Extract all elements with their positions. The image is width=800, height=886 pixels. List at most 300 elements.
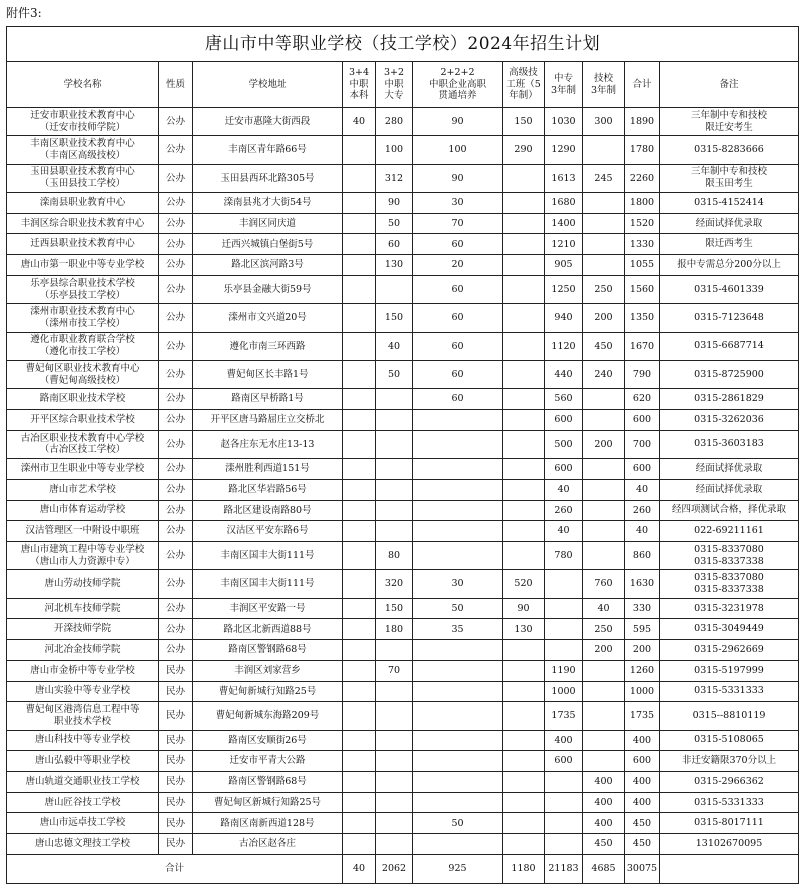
cell-3plus2 — [376, 479, 413, 500]
cell-jixiao: 200 — [583, 640, 625, 661]
cell-senior — [503, 541, 545, 569]
cell-senior — [503, 410, 545, 431]
cell-3plus2 — [376, 640, 413, 661]
cell-3plus4 — [343, 834, 376, 855]
cell-2plus2plus2: 60 — [413, 360, 503, 388]
cell-school-name: 唐山实验中等专业学校 — [7, 681, 159, 702]
cell-note: 0315-2966362 — [660, 772, 799, 793]
cell-senior — [503, 164, 545, 192]
cell-school-name: 唐山市第一职业中等专业学校 — [7, 255, 159, 276]
cell-address: 路北区滨河路3号 — [193, 255, 343, 276]
cell-note: 022-69211161 — [660, 521, 799, 542]
cell-note: 三年制中专和技校 限玉田考生 — [660, 164, 799, 192]
cell-senior — [503, 792, 545, 813]
totals-3plus2: 2062 — [376, 855, 413, 884]
table-row — [7, 430, 799, 458]
cell-3plus4 — [343, 813, 376, 834]
cell-school-name: 唐山劳动技师学院 — [7, 570, 159, 598]
table-row — [7, 360, 799, 388]
cell-zhongzhuan: 560 — [545, 389, 583, 410]
cell-school-name: 唐山市体育运动学校 — [7, 500, 159, 521]
cell-nature: 公办 — [159, 459, 193, 480]
cell-address: 赵各庄东无水庄13-13 — [193, 430, 343, 458]
cell-school-name: 迁西县职业技术教育中心 — [7, 234, 159, 255]
cell-3plus2 — [376, 772, 413, 793]
cell-senior — [503, 430, 545, 458]
cell-senior — [503, 751, 545, 772]
cell-2plus2plus2 — [413, 772, 503, 793]
cell-school-name: 唐山市建筑工程中等专业学校 （唐山市人力资源中专） — [7, 541, 159, 569]
cell-3plus4 — [343, 730, 376, 751]
cell-jixiao — [583, 541, 625, 569]
cell-2plus2plus2: 60 — [413, 304, 503, 332]
cell-school-name: 丰南区职业技术教育中心 （丰南区高级技校） — [7, 136, 159, 164]
cell-3plus4: 40 — [343, 108, 376, 136]
cell-school-name: 唐山市艺术学校 — [7, 479, 159, 500]
cell-note: 报中专需总分200分以上 — [660, 255, 799, 276]
cell-nature: 民办 — [159, 813, 193, 834]
cell-3plus4 — [343, 332, 376, 360]
cell-2plus2plus2 — [413, 541, 503, 569]
cell-nature: 公办 — [159, 304, 193, 332]
table-row — [7, 521, 799, 542]
cell-address: 曹妃甸新城东海路209号 — [193, 702, 343, 730]
cell-address: 丰润区平安路一号 — [193, 598, 343, 619]
header-note: 备注 — [660, 62, 799, 108]
cell-zhongzhuan: 1030 — [545, 108, 583, 136]
cell-note: 0315-5331333 — [660, 681, 799, 702]
cell-3plus2 — [376, 430, 413, 458]
header-zhongzhuan: 中专 3年制 — [545, 62, 583, 108]
cell-3plus4 — [343, 255, 376, 276]
cell-senior — [503, 360, 545, 388]
cell-senior — [503, 255, 545, 276]
cell-total: 1055 — [625, 255, 660, 276]
cell-3plus2 — [376, 702, 413, 730]
cell-nature: 公办 — [159, 479, 193, 500]
cell-3plus4 — [343, 598, 376, 619]
cell-nature: 民办 — [159, 751, 193, 772]
cell-senior: 520 — [503, 570, 545, 598]
cell-school-name: 乐亭县综合职业技术学校 （乐亭县技工学校） — [7, 275, 159, 303]
cell-total: 1800 — [625, 193, 660, 214]
cell-note: 限迁西考生 — [660, 234, 799, 255]
cell-jixiao — [583, 681, 625, 702]
cell-senior — [503, 500, 545, 521]
cell-note: 0315-5331333 — [660, 792, 799, 813]
cell-3plus2: 50 — [376, 360, 413, 388]
table-row — [7, 751, 799, 772]
cell-jixiao: 400 — [583, 772, 625, 793]
cell-nature: 公办 — [159, 234, 193, 255]
cell-note: 三年制中专和技校 限迁安考生 — [660, 108, 799, 136]
cell-3plus2 — [376, 681, 413, 702]
cell-3plus4 — [343, 772, 376, 793]
cell-3plus2 — [376, 834, 413, 855]
cell-3plus4 — [343, 193, 376, 214]
cell-jixiao: 400 — [583, 792, 625, 813]
cell-address: 曹妃甸区长丰路1号 — [193, 360, 343, 388]
cell-school-name: 滦州市卫生职业中等专业学校 — [7, 459, 159, 480]
cell-nature: 公办 — [159, 136, 193, 164]
cell-3plus2: 60 — [376, 234, 413, 255]
cell-nature: 公办 — [159, 164, 193, 192]
cell-total: 1670 — [625, 332, 660, 360]
cell-nature: 公办 — [159, 360, 193, 388]
table-row — [7, 108, 799, 136]
cell-total: 450 — [625, 813, 660, 834]
cell-school-name: 唐山市远卓技工学校 — [7, 813, 159, 834]
cell-2plus2plus2 — [413, 430, 503, 458]
cell-school-name: 唐山科技中等专业学校 — [7, 730, 159, 751]
cell-senior — [503, 275, 545, 303]
cell-school-name: 遵化市职业教育联合学校 （遵化市技工学校） — [7, 332, 159, 360]
cell-jixiao — [583, 234, 625, 255]
cell-address: 路南区南新西道128号 — [193, 813, 343, 834]
cell-note: 0315-6687714 — [660, 332, 799, 360]
cell-address: 开平区唐马路屈庄立交桥北 — [193, 410, 343, 431]
cell-3plus2: 40 — [376, 332, 413, 360]
cell-3plus4 — [343, 430, 376, 458]
cell-total: 1000 — [625, 681, 660, 702]
cell-senior: 90 — [503, 598, 545, 619]
cell-zhongzhuan: 1400 — [545, 213, 583, 234]
cell-jixiao: 450 — [583, 834, 625, 855]
cell-zhongzhuan: 600 — [545, 410, 583, 431]
cell-nature: 民办 — [159, 681, 193, 702]
table-row — [7, 541, 799, 569]
cell-senior — [503, 660, 545, 681]
cell-note: 0315-3603183 — [660, 430, 799, 458]
cell-school-name: 唐山忠德文理技工学校 — [7, 834, 159, 855]
cell-nature: 公办 — [159, 193, 193, 214]
cell-nature: 公办 — [159, 255, 193, 276]
cell-jixiao: 200 — [583, 304, 625, 332]
cell-zhongzhuan: 1210 — [545, 234, 583, 255]
cell-3plus4 — [343, 792, 376, 813]
cell-senior — [503, 479, 545, 500]
cell-address: 曹妃甸新城行知路25号 — [193, 681, 343, 702]
cell-3plus2: 320 — [376, 570, 413, 598]
cell-zhongzhuan — [545, 640, 583, 661]
cell-note: 0315-8725900 — [660, 360, 799, 388]
cell-note: 0315-2861829 — [660, 389, 799, 410]
cell-total: 400 — [625, 772, 660, 793]
cell-3plus2: 280 — [376, 108, 413, 136]
header-row — [7, 62, 799, 108]
cell-note: 0315-8337080 0315-8337338 — [660, 541, 799, 569]
cell-nature: 公办 — [159, 619, 193, 640]
totals-2plus2plus2: 925 — [413, 855, 503, 884]
table-row — [7, 834, 799, 855]
cell-3plus4 — [343, 521, 376, 542]
cell-school-name: 路南区职业技术学校 — [7, 389, 159, 410]
cell-address: 迁安市惠隆大街西段 — [193, 108, 343, 136]
cell-3plus4 — [343, 500, 376, 521]
cell-2plus2plus2: 50 — [413, 598, 503, 619]
cell-address: 丰润区刘家营乡 — [193, 660, 343, 681]
cell-3plus2 — [376, 730, 413, 751]
cell-senior — [503, 681, 545, 702]
cell-address: 丰南区国丰大街111号 — [193, 570, 343, 598]
cell-senior — [503, 834, 545, 855]
cell-total: 400 — [625, 730, 660, 751]
cell-senior — [503, 702, 545, 730]
cell-3plus2 — [376, 389, 413, 410]
totals-row — [7, 855, 799, 884]
cell-2plus2plus2 — [413, 834, 503, 855]
cell-school-name: 曹妃甸区港湾信息工程中等 职业技术学校 — [7, 702, 159, 730]
cell-3plus4 — [343, 660, 376, 681]
header-school: 学校名称 — [7, 62, 159, 108]
cell-note: 0315-5108065 — [660, 730, 799, 751]
cell-2plus2plus2 — [413, 479, 503, 500]
cell-3plus2 — [376, 275, 413, 303]
cell-2plus2plus2 — [413, 660, 503, 681]
cell-school-name: 河北冶金技师学院 — [7, 640, 159, 661]
cell-total: 1520 — [625, 213, 660, 234]
cell-2plus2plus2: 70 — [413, 213, 503, 234]
cell-3plus2: 70 — [376, 660, 413, 681]
cell-3plus4 — [343, 681, 376, 702]
cell-jixiao: 40 — [583, 598, 625, 619]
cell-zhongzhuan — [545, 813, 583, 834]
table-row — [7, 730, 799, 751]
cell-senior — [503, 521, 545, 542]
cell-jixiao — [583, 193, 625, 214]
table-row — [7, 702, 799, 730]
cell-address: 路北区华岩路56号 — [193, 479, 343, 500]
cell-total: 1560 — [625, 275, 660, 303]
cell-jixiao — [583, 389, 625, 410]
cell-note: 0315-8337080 0315-8337338 — [660, 570, 799, 598]
cell-nature: 公办 — [159, 108, 193, 136]
cell-3plus4 — [343, 570, 376, 598]
cell-school-name: 滦州市职业技术教育中心 （滦州市技工学校） — [7, 304, 159, 332]
cell-total: 450 — [625, 834, 660, 855]
cell-3plus4 — [343, 541, 376, 569]
cell-zhongzhuan: 780 — [545, 541, 583, 569]
cell-zhongzhuan: 600 — [545, 459, 583, 480]
cell-jixiao — [583, 479, 625, 500]
totals-senior: 1180 — [503, 855, 545, 884]
header-nature: 性质 — [159, 62, 193, 108]
table-row — [7, 164, 799, 192]
cell-senior — [503, 332, 545, 360]
cell-2plus2plus2 — [413, 681, 503, 702]
cell-senior — [503, 730, 545, 751]
cell-jixiao: 250 — [583, 619, 625, 640]
cell-school-name: 开平区综合职业技术学校 — [7, 410, 159, 431]
cell-senior — [503, 459, 545, 480]
totals-3plus4: 40 — [343, 855, 376, 884]
cell-address: 路北区北新西道88号 — [193, 619, 343, 640]
table-row — [7, 640, 799, 661]
cell-school-name: 曹妃甸区职业技术教育中心 （曹妃甸高级技校） — [7, 360, 159, 388]
cell-jixiao: 250 — [583, 275, 625, 303]
cell-nature: 公办 — [159, 275, 193, 303]
cell-zhongzhuan — [545, 792, 583, 813]
cell-address: 乐亭县金融大街59号 — [193, 275, 343, 303]
header-2plus2plus2: 2+2+2 中职企业高职 贯通培养 — [413, 62, 503, 108]
cell-note: 0315-8017111 — [660, 813, 799, 834]
cell-3plus4 — [343, 234, 376, 255]
cell-total: 700 — [625, 430, 660, 458]
cell-senior — [503, 389, 545, 410]
cell-note: 0315-3262036 — [660, 410, 799, 431]
cell-zhongzhuan: 1250 — [545, 275, 583, 303]
cell-zhongzhuan: 1613 — [545, 164, 583, 192]
cell-senior: 130 — [503, 619, 545, 640]
cell-3plus4 — [343, 479, 376, 500]
cell-nature: 公办 — [159, 640, 193, 661]
cell-senior — [503, 234, 545, 255]
cell-zhongzhuan: 905 — [545, 255, 583, 276]
cell-address: 路南区警钢路68号 — [193, 772, 343, 793]
cell-address: 路南区警钢路68号 — [193, 640, 343, 661]
cell-note: 经四项测试合格，择优录取 — [660, 500, 799, 521]
cell-zhongzhuan: 40 — [545, 521, 583, 542]
cell-note: 0315-4601339 — [660, 275, 799, 303]
cell-3plus4 — [343, 389, 376, 410]
cell-jixiao — [583, 521, 625, 542]
cell-3plus4 — [343, 213, 376, 234]
cell-zhongzhuan — [545, 598, 583, 619]
cell-jixiao — [583, 255, 625, 276]
cell-2plus2plus2 — [413, 792, 503, 813]
cell-3plus4 — [343, 619, 376, 640]
cell-senior — [503, 813, 545, 834]
cell-3plus4 — [343, 410, 376, 431]
cell-note: 0315-3231978 — [660, 598, 799, 619]
cell-3plus4 — [343, 459, 376, 480]
table-row — [7, 570, 799, 598]
cell-3plus2 — [376, 792, 413, 813]
cell-2plus2plus2: 100 — [413, 136, 503, 164]
cell-school-name: 开滦技师学院 — [7, 619, 159, 640]
cell-jixiao — [583, 459, 625, 480]
cell-total: 1890 — [625, 108, 660, 136]
cell-nature: 公办 — [159, 430, 193, 458]
cell-3plus2 — [376, 521, 413, 542]
cell-jixiao: 760 — [583, 570, 625, 598]
cell-jixiao: 240 — [583, 360, 625, 388]
cell-total: 1260 — [625, 660, 660, 681]
table-row — [7, 275, 799, 303]
totals-total: 30075 — [625, 855, 660, 884]
cell-jixiao — [583, 410, 625, 431]
cell-address: 滦州胜利西道151号 — [193, 459, 343, 480]
cell-note: 0315-2962669 — [660, 640, 799, 661]
cell-2plus2plus2 — [413, 500, 503, 521]
cell-senior: 290 — [503, 136, 545, 164]
cell-zhongzhuan: 400 — [545, 730, 583, 751]
cell-nature: 公办 — [159, 213, 193, 234]
cell-zhongzhuan: 260 — [545, 500, 583, 521]
cell-total: 1330 — [625, 234, 660, 255]
cell-jixiao — [583, 660, 625, 681]
cell-3plus4 — [343, 640, 376, 661]
cell-2plus2plus2: 30 — [413, 193, 503, 214]
cell-nature: 公办 — [159, 570, 193, 598]
cell-2plus2plus2: 50 — [413, 813, 503, 834]
header-total: 合计 — [625, 62, 660, 108]
header-jixiao: 技校 3年制 — [583, 62, 625, 108]
header-3plus4: 3+4 中职 本科 — [343, 62, 376, 108]
cell-senior — [503, 304, 545, 332]
cell-nature: 民办 — [159, 660, 193, 681]
totals-jixiao: 4685 — [583, 855, 625, 884]
cell-2plus2plus2 — [413, 730, 503, 751]
cell-school-name: 河北机车技师学院 — [7, 598, 159, 619]
cell-zhongzhuan — [545, 619, 583, 640]
table-row — [7, 479, 799, 500]
cell-school-name: 汉沽管理区一中附设中职班 — [7, 521, 159, 542]
table-row — [7, 500, 799, 521]
cell-jixiao — [583, 702, 625, 730]
enrollment-plan-table — [6, 26, 799, 884]
cell-zhongzhuan — [545, 570, 583, 598]
cell-3plus2 — [376, 751, 413, 772]
cell-jixiao: 300 — [583, 108, 625, 136]
cell-note: 0315-8283666 — [660, 136, 799, 164]
cell-zhongzhuan: 1000 — [545, 681, 583, 702]
table-row — [7, 660, 799, 681]
cell-address: 丰南区国丰大街111号 — [193, 541, 343, 569]
cell-jixiao — [583, 213, 625, 234]
cell-total: 260 — [625, 500, 660, 521]
cell-address: 曹妃甸区新城行知路25号 — [193, 792, 343, 813]
cell-total: 600 — [625, 459, 660, 480]
cell-senior — [503, 193, 545, 214]
cell-total: 860 — [625, 541, 660, 569]
cell-zhongzhuan: 440 — [545, 360, 583, 388]
cell-note: 经面试择优录取 — [660, 459, 799, 480]
cell-nature: 公办 — [159, 521, 193, 542]
cell-address: 路南区早桥路1号 — [193, 389, 343, 410]
cell-jixiao: 245 — [583, 164, 625, 192]
cell-nature: 公办 — [159, 332, 193, 360]
cell-2plus2plus2: 90 — [413, 164, 503, 192]
cell-2plus2plus2: 90 — [413, 108, 503, 136]
cell-note: 13102670095 — [660, 834, 799, 855]
header-3plus2: 3+2 中职 大专 — [376, 62, 413, 108]
table-row — [7, 193, 799, 214]
cell-jixiao: 450 — [583, 332, 625, 360]
cell-3plus2 — [376, 459, 413, 480]
cell-total: 200 — [625, 640, 660, 661]
cell-senior: 150 — [503, 108, 545, 136]
cell-nature: 民办 — [159, 702, 193, 730]
cell-nature: 公办 — [159, 389, 193, 410]
attachment-label: 附件3: — [6, 6, 42, 20]
cell-total: 40 — [625, 479, 660, 500]
header-address: 学校地址 — [193, 62, 343, 108]
cell-total: 790 — [625, 360, 660, 388]
cell-total: 620 — [625, 389, 660, 410]
page-title: 唐山市中等职业学校（技工学校）2024年招生计划 — [7, 27, 799, 62]
cell-zhongzhuan: 1735 — [545, 702, 583, 730]
cell-address: 迁安市平青大公路 — [193, 751, 343, 772]
cell-jixiao — [583, 136, 625, 164]
cell-zhongzhuan: 1680 — [545, 193, 583, 214]
table-row — [7, 598, 799, 619]
cell-zhongzhuan: 40 — [545, 479, 583, 500]
cell-jixiao — [583, 500, 625, 521]
cell-3plus4 — [343, 702, 376, 730]
cell-3plus4 — [343, 275, 376, 303]
cell-total: 330 — [625, 598, 660, 619]
